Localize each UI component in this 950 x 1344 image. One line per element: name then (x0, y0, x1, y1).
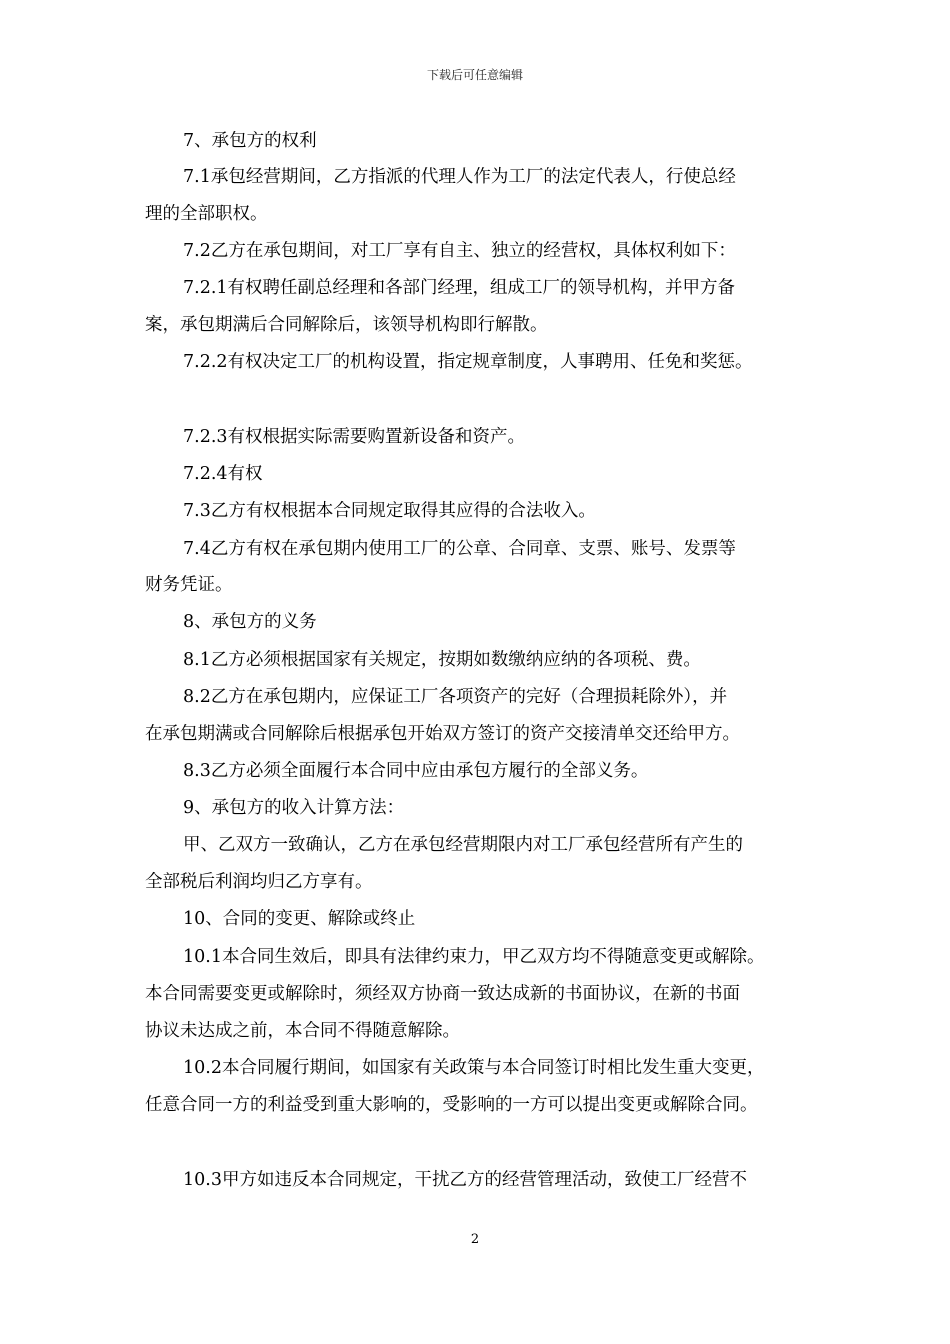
section-heading: 8、承包方的义务 (183, 612, 317, 632)
paragraph-line: 7.2.1有权聘任副总经理和各部门经理，组成工厂的领导机构，并甲方备 (183, 278, 736, 298)
paragraph-line: 8.3乙方必须全面履行本合同中应由承包方履行的全部义务。 (183, 761, 649, 781)
paragraph-line: 7.3乙方有权根据本合同规定取得其应得的合法收入。 (183, 501, 596, 521)
paragraph-line: 甲、乙双方一致确认，乙方在承包经营期限内对工厂承包经营所有产生的 (183, 835, 743, 855)
paragraph-line: 全部税后利润均归乙方享有。 (145, 872, 373, 892)
paragraph-line: 财务凭证。 (145, 575, 233, 595)
paragraph-line: 7.2.2有权决定工厂的机构设置，指定规章制度，人事聘用、任免和奖惩。 (183, 352, 753, 372)
paragraph-line: 10.2本合同履行期间，如国家有关政策与本合同签订时相比发生重大变更， (183, 1058, 765, 1078)
paragraph-line: 7.4乙方有权在承包期内使用工厂的公章、合同章、支票、账号、发票等 (183, 539, 736, 559)
paragraph-line: 7.2乙方在承包期间，对工厂享有自主、独立的经营权，具体权利如下： (183, 241, 736, 261)
paragraph-line: 7.2.3有权根据实际需要购置新设备和资产。 (183, 427, 526, 447)
paragraph-line: 案，承包期满后合同解除后，该领导机构即行解散。 (145, 315, 548, 335)
paragraph-line: 7.2.4有权 (183, 464, 263, 484)
paragraph-line: 8.2乙方在承包期内，应保证工厂各项资产的完好（合理损耗除外），并 (183, 687, 728, 707)
paragraph-line: 理的全部职权。 (145, 204, 268, 224)
section-heading: 9、承包方的收入计算方法： (183, 798, 405, 818)
page-header: 下载后可任意编辑 (426, 68, 523, 82)
paragraph-line: 8.1乙方必须根据国家有关规定，按期如数缴纳应纳的各项税、费。 (183, 650, 701, 670)
paragraph-line: 7.1承包经营期间，乙方指派的代理人作为工厂的法定代表人，行使总经 (183, 167, 736, 187)
page-number: 2 (470, 1232, 480, 1247)
paragraph-line: 任意合同一方的利益受到重大影响的，受影响的一方可以提出变更或解除合同。 (145, 1095, 758, 1115)
section-heading: 10、合同的变更、解除或终止 (183, 909, 416, 929)
section-heading: 7、承包方的权利 (183, 131, 317, 151)
paragraph-line: 协议未达成之前，本合同不得随意解除。 (145, 1021, 460, 1041)
paragraph-line: 10.3甲方如违反本合同规定，干扰乙方的经营管理活动，致使工厂经营不 (183, 1170, 747, 1190)
paragraph-line: 在承包期满或合同解除后根据承包开始双方签订的资产交接清单交还给甲方。 (145, 724, 740, 744)
paragraph-line: 本合同需要变更或解除时，须经双方协商一致达成新的书面协议，在新的书面 (145, 984, 740, 1004)
paragraph-line: 10.1本合同生效后，即具有法律约束力，甲乙双方均不得随意变更或解除。 (183, 947, 765, 967)
